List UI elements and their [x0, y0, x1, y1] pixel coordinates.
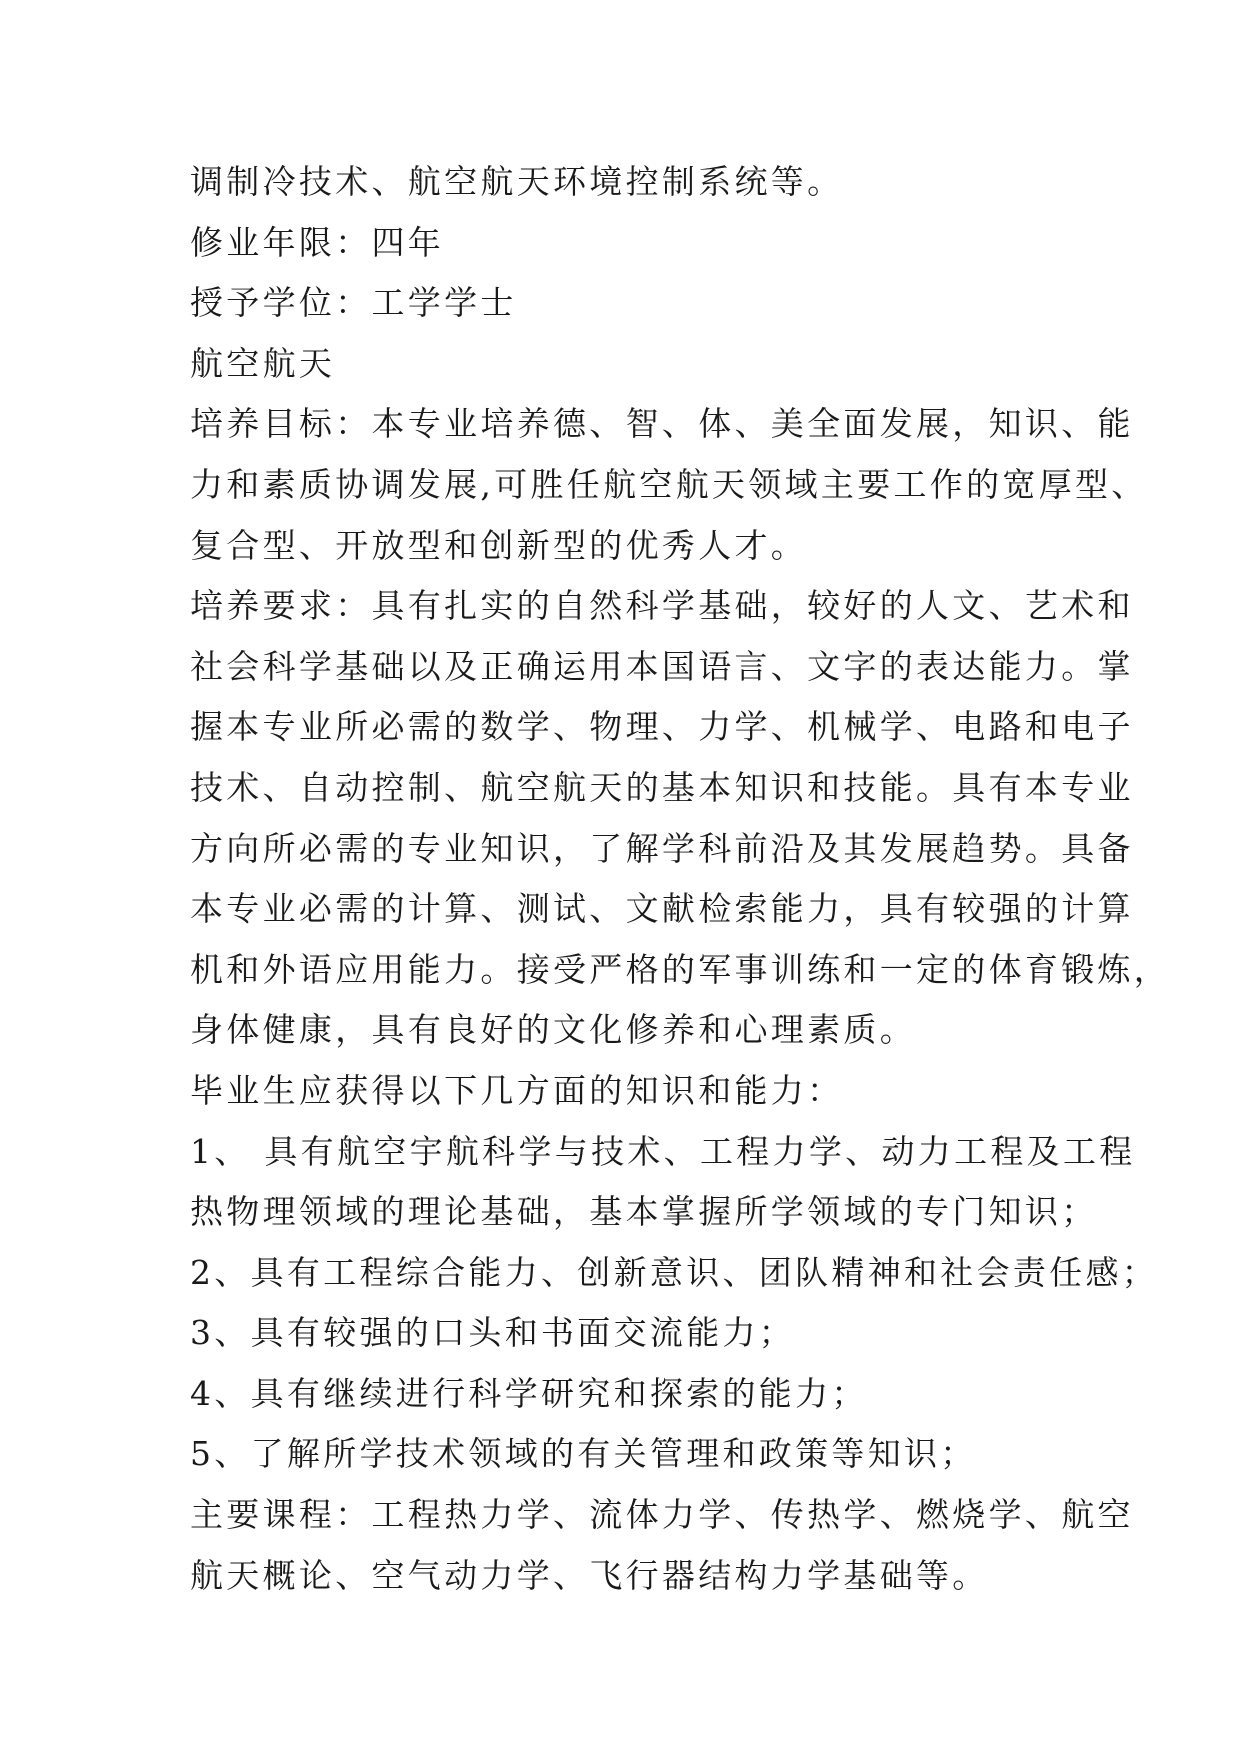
text-line: 修业年限：四年	[190, 222, 445, 262]
text-line: 身体健康，具有良好的文化修养和心理素质。	[190, 1010, 916, 1050]
text-line: 技术、自动控制、航空航天的基本知识和技能。具有本专业	[190, 767, 1134, 807]
list-item-continuation: 热物理领域的理论基础，基本掌握所学领域的专门知识；	[190, 1192, 1098, 1232]
section-heading: 航空航天	[190, 343, 336, 383]
text-line: 机和外语应用能力。接受严格的军事训练和一定的体育锻炼，	[190, 949, 1171, 989]
text-line: 主要课程：工程热力学、流体力学、传热学、燃烧学、航空	[190, 1495, 1134, 1535]
text-line: 培养目标：本专业培养德、智、体、美全面发展，知识、能	[190, 404, 1134, 444]
text-line: 社会科学基础以及正确运用本国语言、文字的表达能力。掌	[190, 646, 1134, 686]
text-line: 毕业生应获得以下几方面的知识和能力：	[190, 1070, 844, 1110]
list-item: 5、了解所学技术领域的有关管理和政策等知识；	[190, 1434, 977, 1474]
text-line: 复合型、开放型和创新型的优秀人才。	[190, 525, 808, 565]
text-line: 握本专业所必需的数学、物理、力学、机械学、电路和电子	[190, 707, 1134, 747]
list-item: 4、具有继续进行科学研究和探索的能力；	[190, 1373, 868, 1413]
text-line: 方向所必需的专业知识，了解学科前沿及其发展趋势。具备	[190, 828, 1134, 868]
list-item: 2、具有工程综合能力、创新意识、团队精神和社会责任感；	[190, 1252, 1159, 1292]
text-line: 培养要求：具有扎实的自然科学基础，较好的人文、艺术和	[190, 586, 1134, 626]
list-item: 1、 具有航空宇航科学与技术、工程力学、动力工程及工程	[190, 1131, 1136, 1171]
text-line: 航天概论、空气动力学、飞行器结构力学基础等。	[190, 1555, 989, 1595]
document-body	[190, 152, 1171, 1606]
text-line: 授予学位：工学学士	[190, 283, 517, 323]
text-line: 本专业必需的计算、测试、文献检索能力，具有较强的计算	[190, 889, 1134, 929]
list-item: 3、具有较强的口头和书面交流能力；	[190, 1313, 796, 1353]
text-line: 力和素质协调发展,可胜任航空航天领域主要工作的宽厚型、	[190, 464, 1148, 504]
text-line: 调制冷技术、航空航天环境控制系统等。	[190, 162, 844, 201]
